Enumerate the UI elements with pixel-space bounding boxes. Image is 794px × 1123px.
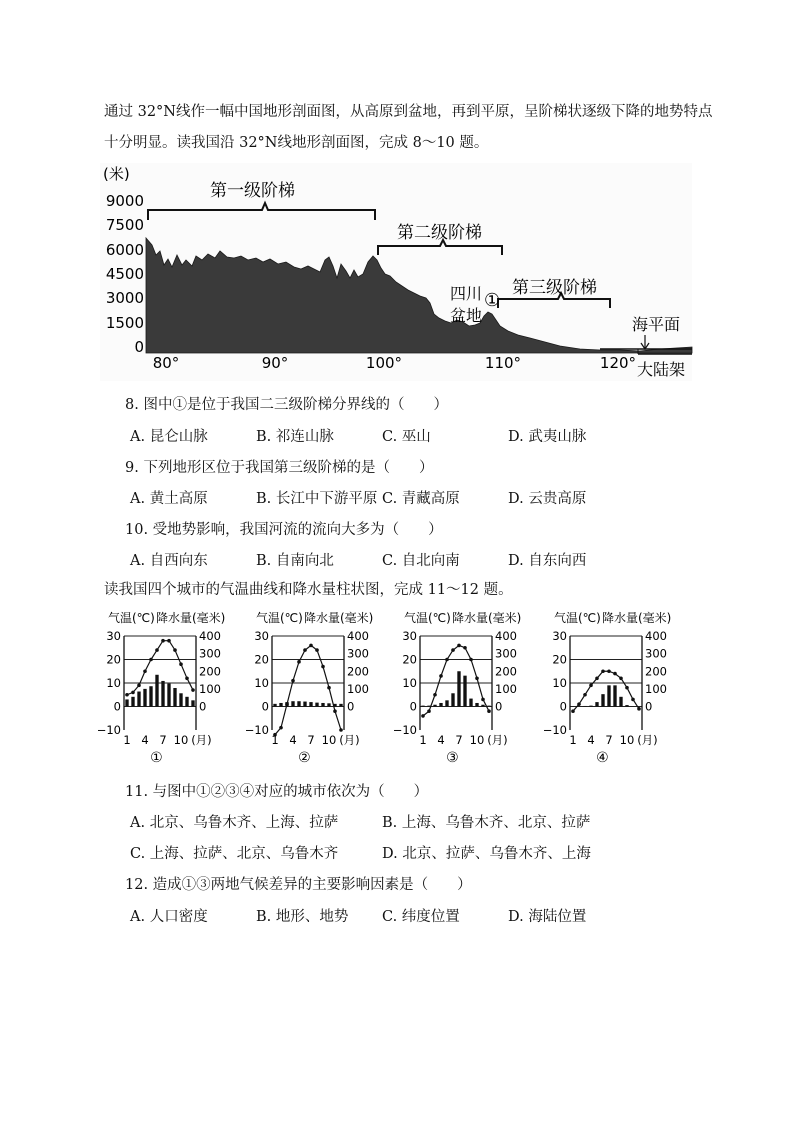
precip-tick: 0 xyxy=(199,699,207,714)
temp-tick: 0 xyxy=(409,699,417,714)
y-tick: 9000 xyxy=(105,192,144,210)
temp-tick: 10 xyxy=(402,676,417,690)
temp-point xyxy=(309,644,313,648)
q10-option-d[interactable]: D. 自东向西 xyxy=(508,553,587,569)
temp-tick: 20 xyxy=(106,652,121,667)
q12-option-c[interactable]: C. 纬度位置 xyxy=(382,909,460,925)
month-tick: 4 xyxy=(289,733,297,747)
precip-tick: 200 xyxy=(495,664,517,679)
precip-bar xyxy=(463,676,466,707)
question-11: 11. 与图中①②③④对应的城市依次为（ ） xyxy=(125,784,429,800)
precip-bar xyxy=(297,701,300,706)
temp-point xyxy=(637,707,641,711)
x-tick: 90° xyxy=(261,354,289,372)
precip-bar xyxy=(191,700,194,706)
temp-point xyxy=(601,669,605,673)
marker-1: ① xyxy=(484,290,501,311)
temp-tick: 20 xyxy=(254,652,269,667)
temp-point xyxy=(577,702,581,706)
temp-point xyxy=(613,672,617,676)
precip-bar xyxy=(481,705,484,707)
precip-bar xyxy=(625,705,628,706)
chart-label: ④ xyxy=(596,750,609,766)
month-unit: (月) xyxy=(339,733,360,747)
precip-bar xyxy=(583,706,586,707)
precip-tick: 200 xyxy=(347,664,369,679)
x-tick: 100° xyxy=(365,354,403,372)
precip-bar xyxy=(607,685,610,706)
temp-curve xyxy=(573,671,639,711)
temp-tick: 30 xyxy=(106,629,121,643)
month-tick: 10 xyxy=(469,733,485,747)
temp-tick: 30 xyxy=(552,629,567,643)
precip-bar xyxy=(279,703,282,707)
temp-tick: −10 xyxy=(244,723,269,737)
precip-tick: 200 xyxy=(645,664,667,679)
temp-tick: 0 xyxy=(261,699,269,714)
temp-tick: 30 xyxy=(254,629,269,643)
temp-tick: 20 xyxy=(402,652,417,667)
intro-line-2: 十分明显。读我国沿 32°N线地形剖面图，完成 8～10 题。 xyxy=(104,135,489,151)
month-tick: 10 xyxy=(619,733,635,747)
precip-bar xyxy=(149,686,152,706)
temp-tick: 0 xyxy=(559,699,567,714)
label-step-1: 第一级阶梯 xyxy=(210,181,295,201)
month-unit: (月) xyxy=(191,733,212,747)
intro-climate: 读我国四个城市的气温曲线和降水量柱状图，完成 11～12 题。 xyxy=(104,582,513,598)
month-tick: 4 xyxy=(587,733,595,747)
temp-point xyxy=(131,691,135,695)
q10-option-c[interactable]: C. 自北向南 xyxy=(382,553,460,569)
month-tick: 4 xyxy=(141,733,149,747)
temp-tick: 10 xyxy=(552,676,567,690)
temp-axis-label: 气温(℃) xyxy=(108,611,155,625)
q8-number: 8. xyxy=(125,397,139,413)
q10-option-b[interactable]: B. 自南向北 xyxy=(256,553,334,569)
precip-axis-label: 降水量(毫米) xyxy=(156,611,226,625)
precip-bar xyxy=(457,671,460,706)
temp-point xyxy=(285,702,289,706)
temp-point xyxy=(469,658,473,662)
month-tick: 7 xyxy=(307,733,315,747)
temp-point xyxy=(457,644,461,648)
label-basin-1: 四川 xyxy=(450,284,483,303)
temp-axis-label: 气温(℃) xyxy=(554,611,601,625)
precip-bar xyxy=(327,703,330,706)
precip-bar xyxy=(339,704,342,707)
temp-point xyxy=(303,648,307,652)
precip-bar xyxy=(315,703,318,707)
month-tick: 7 xyxy=(605,733,613,747)
temp-point xyxy=(185,677,189,681)
precip-tick: 0 xyxy=(495,699,503,714)
temp-point xyxy=(291,679,295,683)
precip-tick: 300 xyxy=(645,646,667,661)
precip-bar xyxy=(433,705,436,707)
label-shelf: 大陆架 xyxy=(637,360,686,379)
x-tick: 110° xyxy=(484,354,522,372)
precip-tick: 400 xyxy=(645,629,667,643)
q12-option-d[interactable]: D. 海陆位置 xyxy=(508,909,587,925)
precip-bar xyxy=(469,699,472,707)
x-tick: 80° xyxy=(152,354,180,372)
q9-option-b[interactable]: B. 长江中下游平原 xyxy=(256,491,378,507)
temp-point xyxy=(451,648,455,652)
y-tick: 0 xyxy=(134,338,144,356)
q8-option-c[interactable]: C. 巫山 xyxy=(382,429,431,445)
temp-point xyxy=(439,674,443,678)
precip-bar xyxy=(155,675,158,707)
month-tick: 1 xyxy=(271,733,279,747)
climate-chart-2 xyxy=(245,610,374,766)
q8-option-d[interactable]: D. 武夷山脉 xyxy=(508,429,587,445)
y-tick: 3000 xyxy=(105,289,144,307)
q8-option-a[interactable]: A. 昆仑山脉 xyxy=(130,429,208,445)
month-tick: 10 xyxy=(321,733,337,747)
question-9: 9. 下列地形区位于我国第三级阶梯的是（ ） xyxy=(125,460,434,476)
month-tick: 4 xyxy=(437,733,445,747)
temp-point xyxy=(595,677,599,681)
temp-point xyxy=(445,658,449,662)
precip-bar xyxy=(125,699,128,706)
precip-tick: 300 xyxy=(199,646,221,661)
precip-bar xyxy=(173,688,176,707)
label-step-2: 第二级阶梯 xyxy=(397,223,482,243)
precip-bar xyxy=(131,697,134,707)
temp-point xyxy=(297,660,301,664)
intro-line-1: 通过 32°N线作一幅中国地形剖面图，从高原到盆地，再到平原，呈阶梯状逐级下降的地势特点 xyxy=(104,104,713,120)
precip-tick: 100 xyxy=(347,681,369,696)
precip-axis-label: 降水量(毫米) xyxy=(304,611,374,625)
temp-point xyxy=(583,693,587,697)
precip-bar xyxy=(303,702,306,707)
month-unit: (月) xyxy=(637,733,658,747)
precip-bar xyxy=(309,702,312,706)
precip-axis-label: 降水量(毫米) xyxy=(452,611,522,625)
temp-point xyxy=(321,665,325,669)
temp-point xyxy=(571,709,575,713)
temp-axis-label: 气温(℃) xyxy=(256,611,303,625)
temp-point xyxy=(143,669,147,673)
temp-curve xyxy=(423,645,489,716)
y-tick: 7500 xyxy=(105,216,144,234)
precip-bar xyxy=(143,689,146,707)
precip-bar xyxy=(137,692,140,707)
temp-point xyxy=(327,686,331,690)
precip-bar xyxy=(445,700,448,706)
temp-point xyxy=(463,646,467,650)
precip-tick: 0 xyxy=(645,699,653,714)
precip-bar xyxy=(487,706,490,707)
q8-stem: 图中①是位于我国二三级阶梯分界线的（ ） xyxy=(143,397,448,413)
precip-tick: 100 xyxy=(199,681,221,696)
temp-point xyxy=(607,669,611,673)
precip-tick: 400 xyxy=(495,629,517,643)
precip-tick: 300 xyxy=(495,646,517,661)
temp-point xyxy=(487,709,491,713)
precip-bar xyxy=(291,701,294,706)
temp-tick: −10 xyxy=(542,723,567,737)
temp-point xyxy=(619,677,623,681)
temp-point xyxy=(279,726,283,730)
profile-unit: (米) xyxy=(103,165,130,183)
precip-bar xyxy=(613,685,616,706)
question-10: 10. 受地势影响，我国河流的流向大多为（ ） xyxy=(125,522,443,538)
climate-chart-4 xyxy=(543,610,672,766)
temp-curve xyxy=(275,645,341,734)
y-tick: 1500 xyxy=(105,314,144,332)
precip-bar xyxy=(589,706,592,707)
temp-point xyxy=(475,677,479,681)
precip-tick: 400 xyxy=(199,629,221,643)
temp-point xyxy=(125,693,129,697)
climate-chart-3 xyxy=(393,610,522,766)
temp-point xyxy=(173,648,177,652)
precip-bar xyxy=(273,704,276,707)
q11-option-a[interactable]: A. 北京、乌鲁木齐、上海、拉萨 xyxy=(130,815,339,831)
month-tick: 7 xyxy=(455,733,463,747)
precip-bar xyxy=(595,702,598,706)
chart-label: ② xyxy=(298,750,311,766)
month-tick: 10 xyxy=(173,733,189,747)
precip-bar xyxy=(161,681,164,707)
temp-point xyxy=(625,686,629,690)
precip-bar xyxy=(475,703,478,707)
precip-tick: 100 xyxy=(495,681,517,696)
temp-axis-label: 气温(℃) xyxy=(404,611,451,625)
temp-point xyxy=(481,698,485,702)
precip-tick: 0 xyxy=(347,699,355,714)
temp-point xyxy=(333,709,337,713)
temp-point xyxy=(631,698,635,702)
temp-point xyxy=(137,684,141,688)
q10-option-a[interactable]: A. 自西向东 xyxy=(130,553,208,569)
temp-tick: 30 xyxy=(402,629,417,643)
label-sea-level: 海平面 xyxy=(632,315,681,334)
temp-point xyxy=(427,709,431,713)
q11-option-d[interactable]: D. 北京、拉萨、乌鲁木齐、上海 xyxy=(382,846,591,862)
temp-tick: 10 xyxy=(254,676,269,690)
temp-point xyxy=(167,639,171,643)
month-unit: (月) xyxy=(487,733,508,747)
month-tick: 1 xyxy=(569,733,577,747)
precip-bar xyxy=(167,684,170,707)
question-12: 12. 造成①③两地气候差异的主要影响因素是（ ） xyxy=(125,877,472,893)
precip-tick: 300 xyxy=(347,646,369,661)
q9-option-c[interactable]: C. 青藏高原 xyxy=(382,491,460,507)
q9-option-a[interactable]: A. 黄土高原 xyxy=(130,491,208,507)
label-step-3: 第三级阶梯 xyxy=(512,278,597,298)
q9-option-d[interactable]: D. 云贵高原 xyxy=(508,491,587,507)
chart-label: ③ xyxy=(446,750,459,766)
x-tick: 120° xyxy=(599,354,637,372)
climate-chart-1 xyxy=(97,610,226,766)
precip-bar xyxy=(601,694,604,706)
temp-point xyxy=(315,648,319,652)
precip-bar xyxy=(439,703,442,707)
precip-bar xyxy=(421,706,424,707)
y-tick: 4500 xyxy=(105,265,144,283)
climate-charts-figure xyxy=(96,608,696,770)
temp-tick: 20 xyxy=(552,652,567,667)
temp-curve xyxy=(127,641,193,695)
temp-tick: −10 xyxy=(392,723,417,737)
precip-bar xyxy=(321,703,324,707)
precip-bar xyxy=(451,693,454,706)
precip-tick: 100 xyxy=(645,681,667,696)
q8-option-b[interactable]: B. 祁连山脉 xyxy=(256,429,334,445)
month-tick: 7 xyxy=(159,733,167,747)
temp-point xyxy=(421,714,425,718)
question-8 xyxy=(125,393,448,414)
temp-point xyxy=(339,728,343,732)
precip-tick: 400 xyxy=(347,629,369,643)
temp-point xyxy=(191,688,195,692)
q11-option-c[interactable]: C. 上海、拉萨、北京、乌鲁木齐 xyxy=(130,846,339,862)
q12-option-b[interactable]: B. 地形、地势 xyxy=(256,909,349,925)
precip-bar xyxy=(619,697,622,707)
chart-label: ① xyxy=(150,750,163,766)
terrain-profile-figure xyxy=(100,163,692,381)
month-tick: 1 xyxy=(123,733,131,747)
label-basin-2: 盆地 xyxy=(450,306,483,325)
temp-point xyxy=(149,658,153,662)
y-tick: 6000 xyxy=(105,241,144,259)
temp-point xyxy=(433,693,437,697)
precip-tick: 200 xyxy=(199,664,221,679)
temp-point xyxy=(589,684,593,688)
temp-tick: 0 xyxy=(113,699,121,714)
temp-tick: −10 xyxy=(96,723,121,737)
precip-bar xyxy=(179,693,182,706)
precip-axis-label: 降水量(毫米) xyxy=(602,611,672,625)
precip-bar xyxy=(185,697,188,707)
q12-option-a[interactable]: A. 人口密度 xyxy=(130,909,208,925)
month-tick: 1 xyxy=(419,733,427,747)
temp-point xyxy=(161,639,165,643)
temp-tick: 10 xyxy=(106,676,121,690)
temp-point xyxy=(179,662,183,666)
q11-option-b[interactable]: B. 上海、乌鲁木齐、北京、拉萨 xyxy=(382,815,591,831)
temp-point xyxy=(155,648,159,652)
